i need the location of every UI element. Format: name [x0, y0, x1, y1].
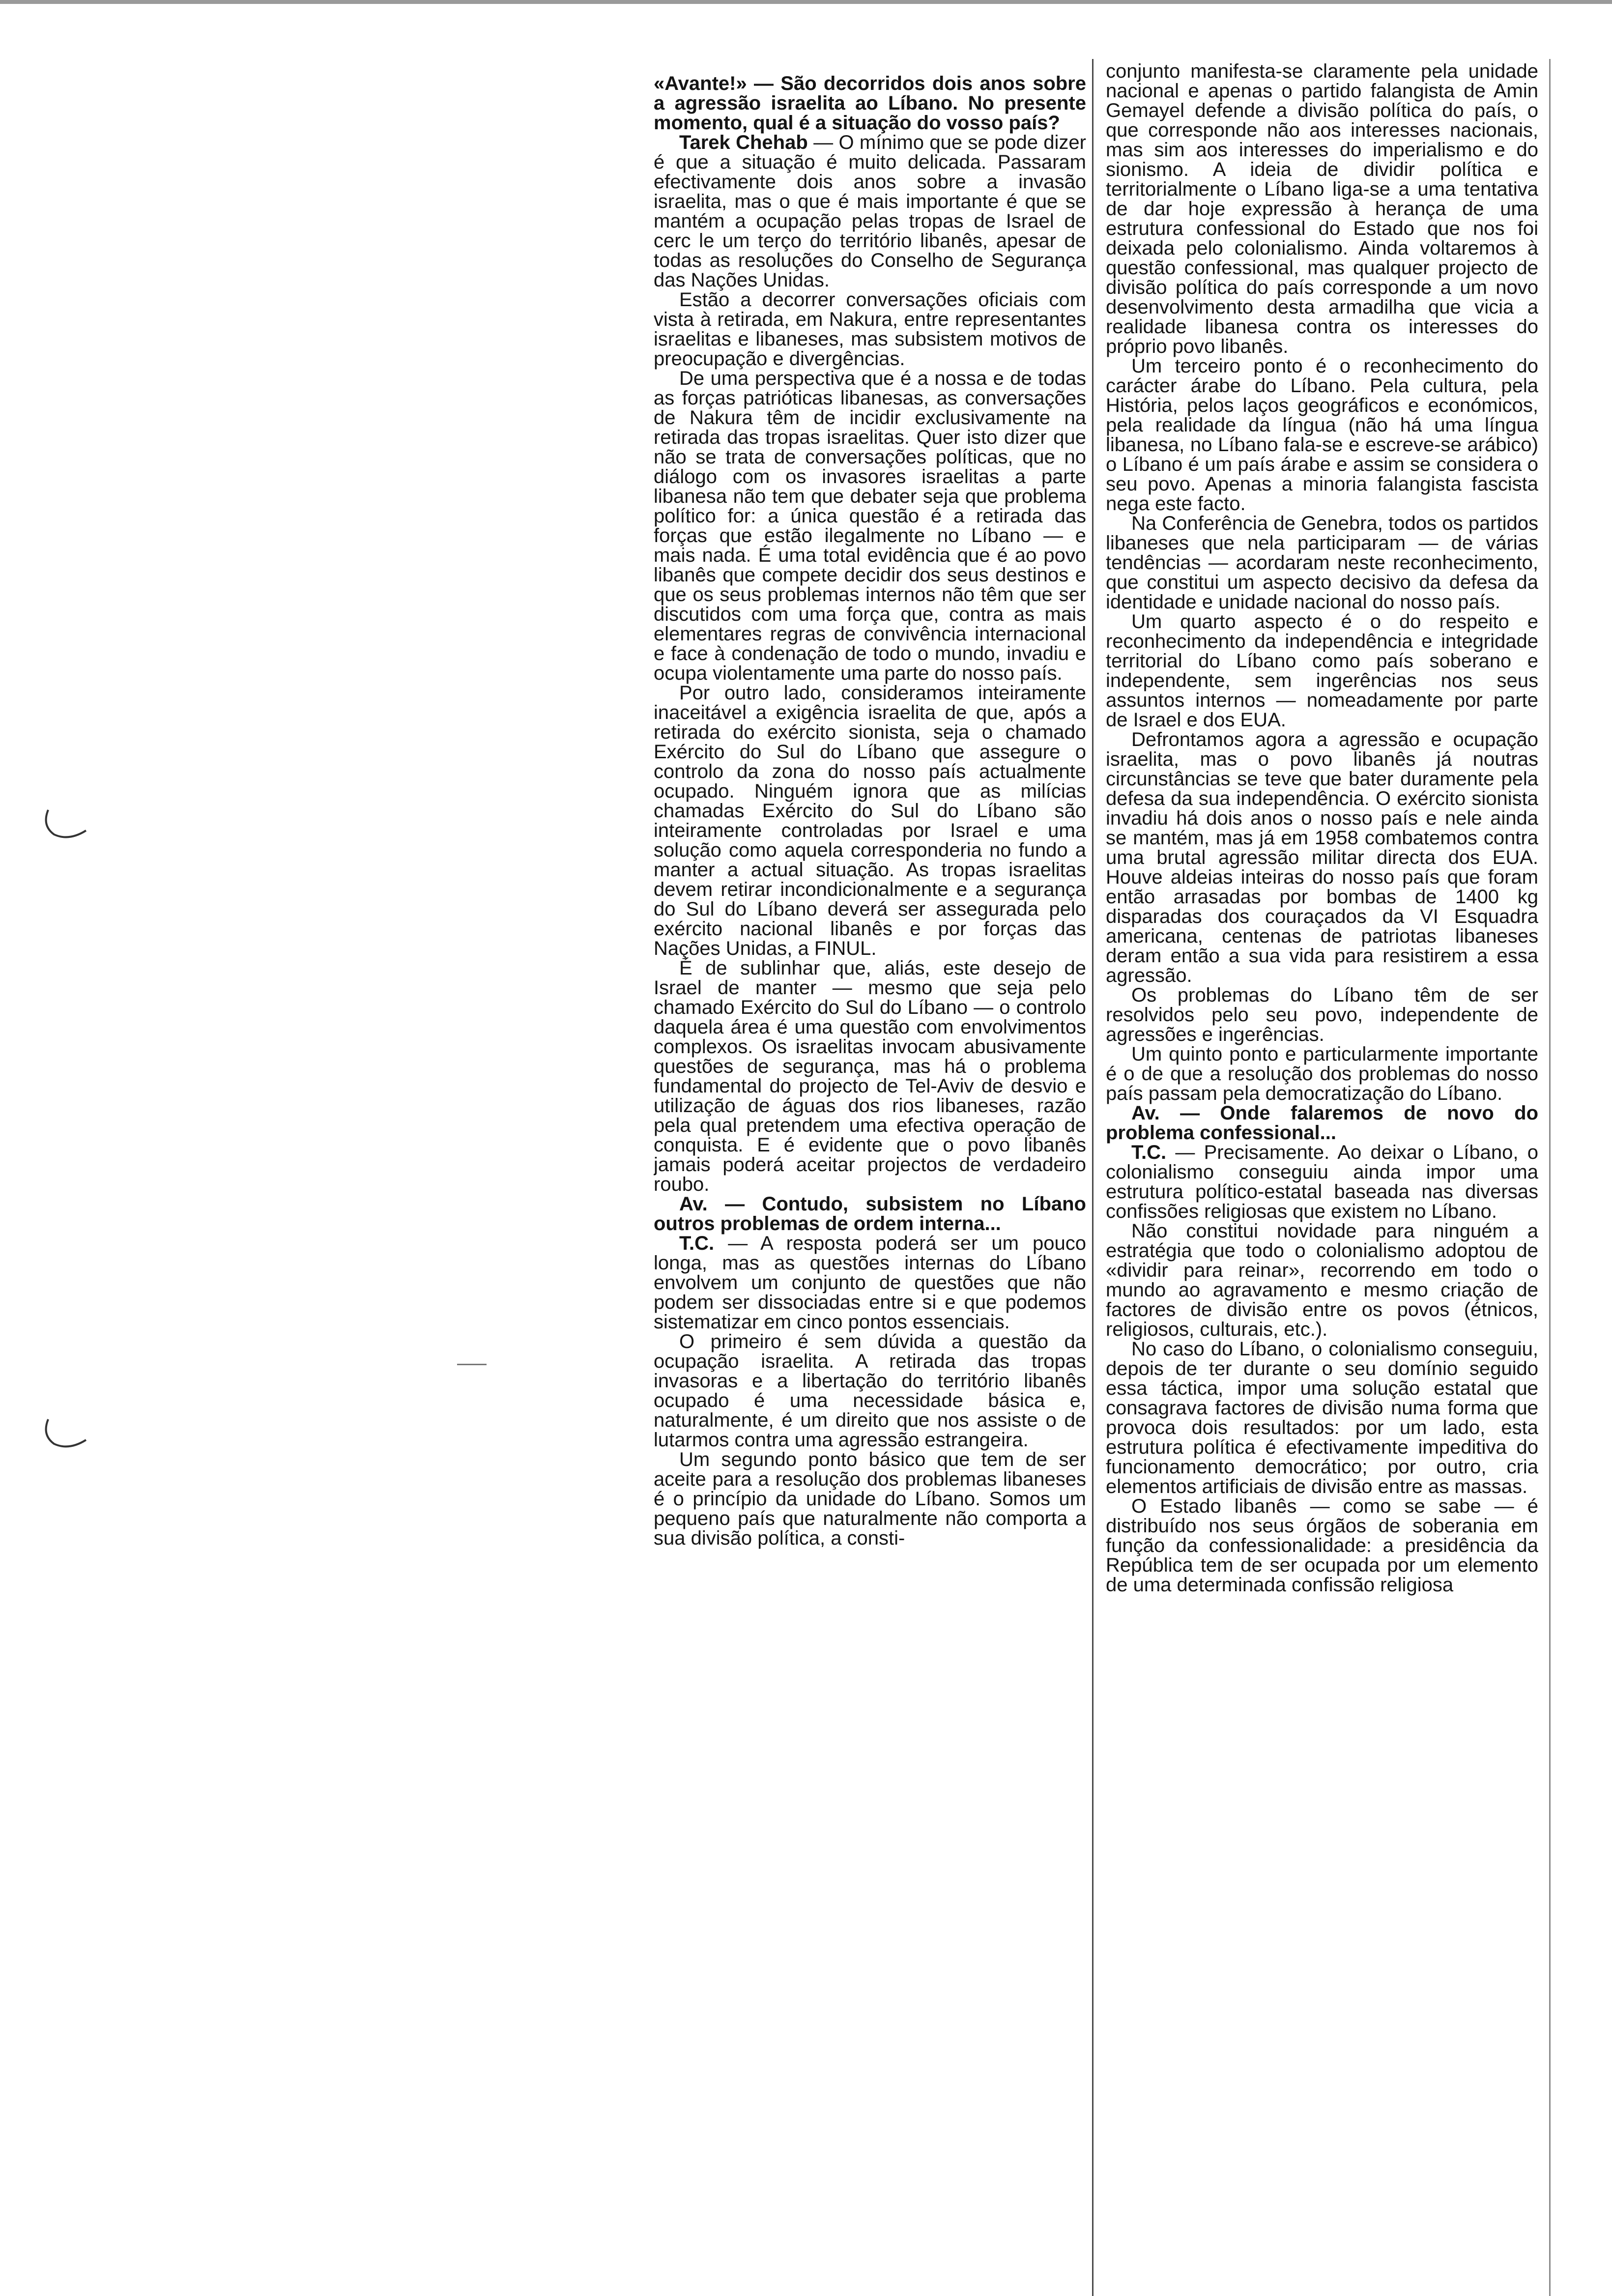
body-paragraph: O primeiro é sem dúvida a questão da ocupação israelita. A retirada das tropas invasoras e a libertação do território libanês ocupado é uma necessidade básica e, naturalmente, é um direito que nos assiste o de lutarmos contra uma agressão estrangeira. [654, 1331, 1086, 1451]
body-paragraph: Defrontamos agora a agressão e ocupação israelita, mas o povo libanês já noutras circunstâncias se teve que bater duramente pela defesa da sua independência. O exército sionista invadiu há dois anos o nosso país e nele ainda se mantém, mas já em 1958 combatemos contra uma brutal agressão militar directa dos EUA. Houve aldeias inteiras do nosso país que foram então arrasadas por bombas de 1400 kg disparadas dos couraçados da VI Esquadra americana, centenas de patriotas libaneses deram então a sua vida para resistirem a essa agressão. [1106, 729, 1538, 986]
body-paragraph: De uma perspectiva que é a nossa e de todas as forças patrióticas libanesas, as conversações de Nakura têm de incidir exclusivamente na retirada das tropas israelitas. Quer isto dizer que não se trata de conversações políticas, que no diálogo com os invasores israelitas a parte libanesa não tem que debater seja que problema político for: a única questão é a retirada das forças que estão ilegalmente no Líbano — e mais nada. É uma total evidência que é ao povo libanês que compete decidir dos seus destinos e que os seus problemas internos não têm que ser discutidos com uma força que, contra as mais elementares regras de convivência internacional e face à condenação de todo o mundo, invadiu e ocupa violentamente uma parte do nosso país. [654, 368, 1086, 684]
speaker-name: T.C. [1131, 1142, 1167, 1163]
answer-text: — O mínimo que se pode dizer é que a situação é muito delicada. Passaram efectivamente dois anos sobre a invasão israelita, mas o que é mais importante é que se mantém a ocupação pelas tropas de Israel de cerc le um terço do território libanês, apesar de todas as resoluções do Conselho de Segurança das Nações Unidas. [654, 132, 1086, 291]
scan-dash-mark [457, 1364, 487, 1365]
right-edge-rule [1549, 59, 1551, 2296]
page-top-rule [0, 0, 1612, 4]
interview-answer [654, 1234, 1086, 1332]
interview-answer [1106, 1143, 1538, 1221]
body-paragraph: Um quinto ponto e particularmente importante é o de que a resolução dos problemas do nosso país passam pela democratização do Líbano. [1106, 1043, 1538, 1104]
answer-text: — A resposta poderá ser um pouco longa, mas as questões internas do Líbano envolvem um conjunto de questões que não podem ser dissociadas entre si e que podemos sistematizar em cinco pontos essenciais. [654, 1233, 1086, 1333]
column-divider [1092, 59, 1094, 2296]
interview-question: Av. — Onde falaremos de novo do problema confessional... [1106, 1102, 1538, 1144]
interview-question: «Avante!» — São decorridos dois anos sobre a agressão israelita ao Líbano. No presente momento, qual é a situação do vosso país? [654, 74, 1086, 134]
body-paragraph: Um quarto aspecto é o do respeito e reconhecimento da independência e integridade territorial do Líbano como país soberano e independente, sem ingerências nos seus assuntos internos — nomeadamente por parte de Israel e dos EUA. [1106, 611, 1538, 731]
speaker-name: Tarek Chehab [679, 132, 808, 153]
body-paragraph: É de sublinhar que, aliás, este desejo de Israel de manter — mesmo que seja pelo chamado Exército do Sul do Líbano — o controlo daquela área é uma questão com envolvimentos complexos. Os israelitas invocam abusivamente questões de segurança, mas há o problema fundamental do projecto de Tel-Aviv de desvio e utilização de águas dos rios libaneses, razão pela qual pretendem uma efectiva operação de conquista. E é evidente que o povo libanês jamais poderá aceitar projectos de verdadeiro roubo. [654, 957, 1086, 1195]
binding-hole-mark-1 [39, 806, 98, 845]
interview-question: Av. — Contudo, subsistem no Líbano outros problemas de ordem interna... [654, 1193, 1086, 1234]
body-paragraph: O Estado libanês — como se sabe — é distribuído nos seus órgãos de soberania em função da confessionalidade: a presidência da República tem de ser ocupada por um elemento de uma determinada confissão religiosa [1106, 1495, 1538, 1596]
body-paragraph: Os problemas do Líbano têm de ser resolvidos pelo seu povo, independente de agressões e ingerências. [1106, 984, 1538, 1045]
answer-text: — Precisamente. Ao deixar o Líbano, o colonialismo conseguiu ainda impor uma estrutura político-estatal baseada nas diversas confissões religiosas que existem no Líbano. [1106, 1142, 1538, 1222]
body-paragraph: Estão a decorrer conversações oficiais com vista à retirada, em Nakura, entre representantes israelitas e libaneses, mas subsistem motivos de preocupação e divergências. [654, 289, 1086, 370]
article-column-2 [1106, 61, 1538, 2284]
body-paragraph: No caso do Líbano, o colonialismo conseguiu, depois de ter durante o seu domínio seguido essa táctica, impor uma solução estatal que consagrava factores de divisão numa forma que provoca dois resultados: por um lado, esta estrutura política é efectivamente impeditiva do funcionamento democrático; por outro, cria elementos artificiais de divisão entre as massas. [1106, 1338, 1538, 1497]
body-paragraph: Por outro lado, consideramos inteiramente inaceitável a exigência israelita de que, após a retirada do exército sionista, seja o chamado Exército do Sul do Líbano que assegure o controlo da zona do nosso país actualmente ocupado. Ninguém ignora que as milícias chamadas Exército do Sul do Líbano são inteiramente controladas por Israel e uma solução como aquela corresponderia no fundo a manter a actual situação. As tropas israelitas devem retirar incondicionalmente e a segurança do Sul do Líbano deverá ser assegurada pelo exército nacional libanês e por forças das Nações Unidas, a FINUL. [654, 682, 1086, 959]
body-paragraph: Um segundo ponto básico que tem de ser aceite para a resolução dos problemas libaneses é o princípio da unidade do Líbano. Somos um pequeno país que naturalmente não comporta a sua divisão política, a consti- [654, 1449, 1086, 1549]
body-paragraph: Um terceiro ponto é o reconhecimento do carácter árabe do Líbano. Pela cultura, pela História, pelos laços geográficos e económicos, pela realidade da língua (não há uma língua libanesa, no Líbano fala-se e escreve-se arábico) o Líbano é um país árabe e assim se considera o seu povo. Apenas a minoria falangista fascista nega este facto. [1106, 355, 1538, 515]
continued-paragraph: conjunto manifesta-se claramente pela unidade nacional e apenas o partido falangista de Amin Gemayel defende a divisão política do país, o que corresponde não aos interesses nacionais, mas sim aos interesses do imperialismo e do sionismo. A ideia de dividir política e territorialmente o Líbano liga-se a uma tentativa de dar hoje expressão à herança de uma estrutura confessional do Estado que nos foi deixada pelo colonialismo. Ainda voltaremos à questão confessional, mas qualquer projecto de divisão política do país corresponde a um novo desenvolvimento desta armadilha que vicia a realidade libanesa contra os interesses do próprio povo libanês. [1106, 61, 1538, 357]
interview-answer [654, 133, 1086, 290]
binding-hole-mark-2 [39, 1415, 98, 1455]
body-paragraph: Na Conferência de Genebra, todos os partidos libaneses que nela participaram — de várias tendências — acordaram neste reconhecimento, que constitui um aspecto decisivo da defesa da identidade e unidade nacional do nosso país. [1106, 513, 1538, 613]
speaker-name: T.C. [679, 1233, 715, 1254]
body-paragraph: Não constitui novidade para ninguém a estratégia que todo o colonialismo adoptou de «dividir para reinar», recorrendo em todo o mundo ao agravamento e mesmo criação de factores de divisão entre os povos (étnicos, religiosos, culturais, etc.). [1106, 1220, 1538, 1340]
article-column-1 [654, 74, 1086, 2296]
